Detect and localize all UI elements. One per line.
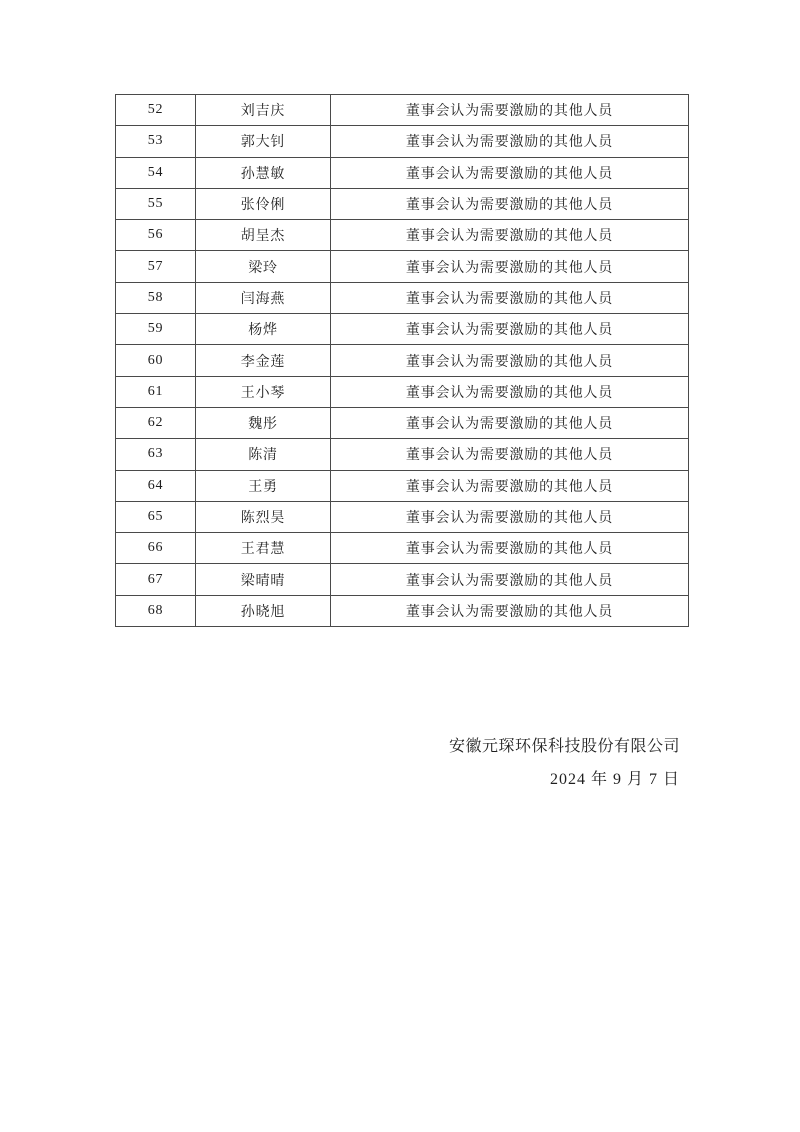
table-body (116, 95, 689, 627)
table-row (116, 376, 689, 407)
seq-cell: 64 (116, 470, 196, 501)
table-row (116, 157, 689, 188)
seq-cell: 58 (116, 282, 196, 313)
seq-cell: 60 (116, 345, 196, 376)
seq-cell: 68 (116, 595, 196, 626)
seq-cell: 62 (116, 407, 196, 438)
seq-cell: 63 (116, 439, 196, 470)
name-cell: 王勇 (196, 470, 331, 501)
table-row (116, 220, 689, 251)
signature-date: 2024 年 9 月 7 日 (549, 771, 680, 788)
name-cell: 杨烨 (196, 314, 331, 345)
table-row (116, 439, 689, 470)
name-cell: 张伶俐 (196, 188, 331, 219)
name-cell: 郭大钊 (196, 126, 331, 157)
signature-block (449, 738, 680, 789)
table-row (116, 533, 689, 564)
name-cell: 王小琴 (196, 376, 331, 407)
name-cell: 李金莲 (196, 345, 331, 376)
seq-cell: 65 (116, 501, 196, 532)
seq-cell: 53 (116, 126, 196, 157)
table-row (116, 595, 689, 626)
name-cell: 王君慧 (196, 533, 331, 564)
seq-cell: 56 (116, 220, 196, 251)
name-cell: 梁玲 (196, 251, 331, 282)
role-cell: 董事会认为需要激励的其他人员 (331, 314, 689, 345)
role-cell: 董事会认为需要激励的其他人员 (331, 220, 689, 251)
table-row (116, 95, 689, 126)
seq-cell: 54 (116, 157, 196, 188)
seq-cell: 67 (116, 564, 196, 595)
seq-cell: 57 (116, 251, 196, 282)
role-cell: 董事会认为需要激励的其他人员 (331, 595, 689, 626)
role-cell: 董事会认为需要激励的其他人员 (331, 376, 689, 407)
table-row (116, 470, 689, 501)
table-row (116, 188, 689, 219)
role-cell: 董事会认为需要激励的其他人员 (331, 439, 689, 470)
seq-cell: 59 (116, 314, 196, 345)
table-row (116, 501, 689, 532)
role-cell: 董事会认为需要激励的其他人员 (331, 407, 689, 438)
role-cell: 董事会认为需要激励的其他人员 (331, 345, 689, 376)
role-cell: 董事会认为需要激励的其他人员 (331, 251, 689, 282)
role-cell: 董事会认为需要激励的其他人员 (331, 501, 689, 532)
seq-cell: 66 (116, 533, 196, 564)
seq-cell: 61 (116, 376, 196, 407)
incentive-personnel-table (115, 94, 689, 627)
name-cell: 陈烈昊 (196, 501, 331, 532)
role-cell: 董事会认为需要激励的其他人员 (331, 470, 689, 501)
name-cell: 魏彤 (196, 407, 331, 438)
company-name: 安徽元琛环保科技股份有限公司 (448, 738, 680, 755)
name-cell: 孙晓旭 (196, 595, 331, 626)
table-row (116, 126, 689, 157)
role-cell: 董事会认为需要激励的其他人员 (331, 95, 689, 126)
role-cell: 董事会认为需要激励的其他人员 (331, 282, 689, 313)
role-cell: 董事会认为需要激励的其他人员 (331, 157, 689, 188)
role-cell: 董事会认为需要激励的其他人员 (331, 126, 689, 157)
name-cell: 孙慧敏 (196, 157, 331, 188)
role-cell: 董事会认为需要激励的其他人员 (331, 188, 689, 219)
seq-cell: 52 (116, 95, 196, 126)
name-cell: 刘吉庆 (196, 95, 331, 126)
name-cell: 陈清 (196, 439, 331, 470)
table-row (116, 345, 689, 376)
name-cell: 胡呈杰 (196, 220, 331, 251)
name-cell: 闫海燕 (196, 282, 331, 313)
seq-cell: 55 (116, 188, 196, 219)
role-cell: 董事会认为需要激励的其他人员 (331, 564, 689, 595)
name-cell: 梁晴晴 (196, 564, 331, 595)
table-row (116, 251, 689, 282)
table-row (116, 282, 689, 313)
table-row (116, 314, 689, 345)
table-row (116, 564, 689, 595)
role-cell: 董事会认为需要激励的其他人员 (331, 533, 689, 564)
table-row (116, 407, 689, 438)
